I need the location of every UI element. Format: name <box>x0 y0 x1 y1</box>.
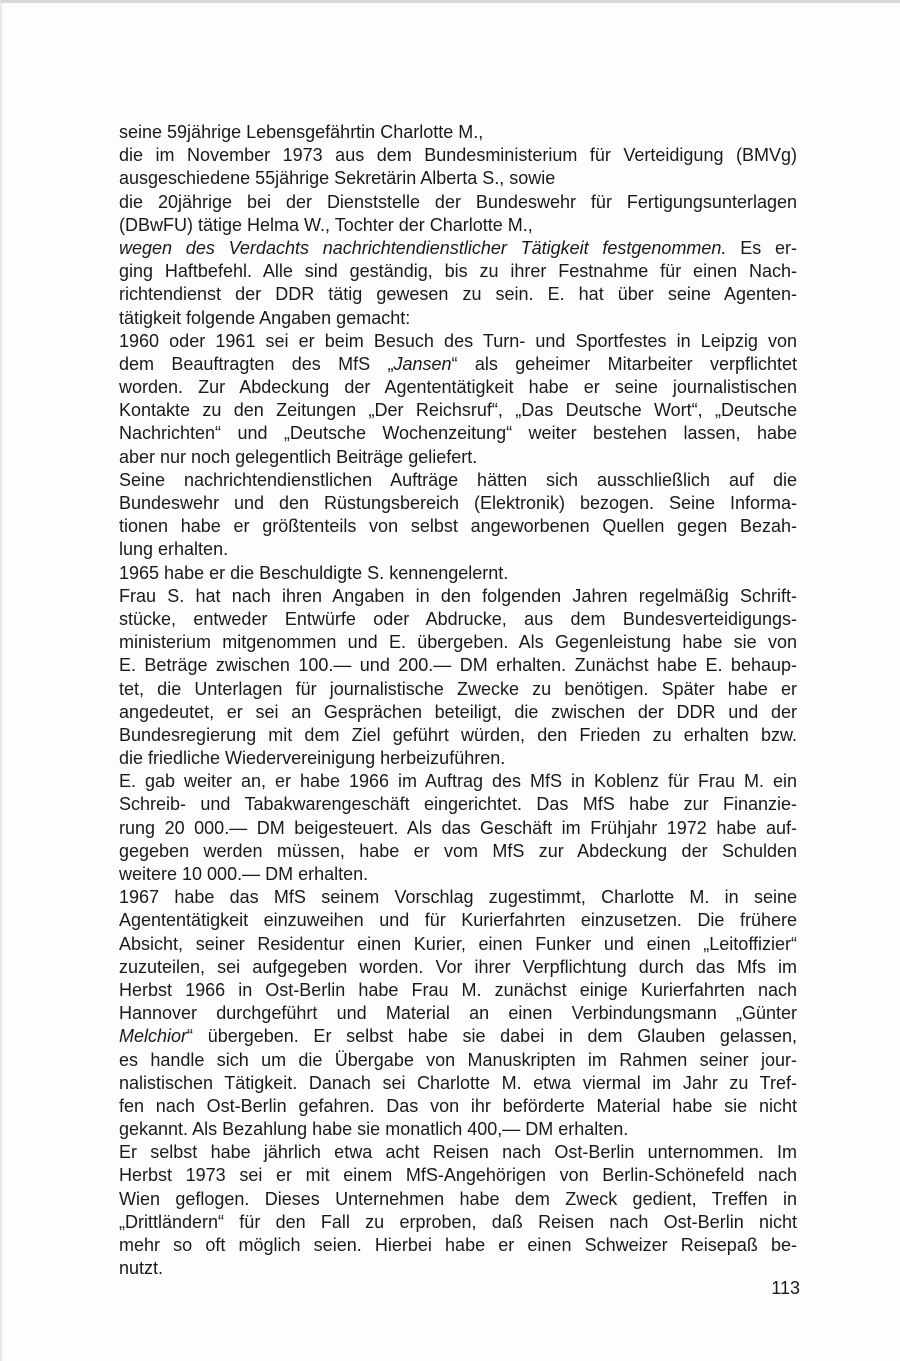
text-line: wegen des Verdachts nachrichtendienstlicher Tätigkeit festgenommen. Es er- <box>119 237 797 258</box>
text-line: mehr so oft möglich seien. Hierbei habe er einen Schweizer Reisepaß be- <box>119 1235 797 1255</box>
text-line: worden. Zur Abdeckung der Agententätigkeit habe er seine journalistischen <box>119 377 797 398</box>
text-line: seine 59jährige Lebensgefährtin Charlotte M., <box>119 122 484 142</box>
text-line: Agententätigkeit einzuweihen und für Kurierfahrten einzusetzen. Die frühere <box>119 910 797 931</box>
text-line: tet, die Unterlagen für journalistische Zwecke zu benötigen. Später habe er <box>119 678 797 699</box>
text-line: die im November 1973 aus dem Bundesministerium für Verteidigung (BMVg) <box>119 145 797 166</box>
text-line: Schreib- und Tabakwarengeschäft eingerichtet. Das MfS habe zur Finanzie- <box>119 794 797 815</box>
text-line: angedeutet, er sei an Gesprächen beteiligt, die zwischen der DDR und der <box>119 701 797 722</box>
text-line: E. Beträge zwischen 100.— und 200.— DM erhalten. Zunächst habe E. behaup- <box>119 655 797 676</box>
text-line: es handle sich um die Übergabe von Manuskripten im Rahmen seiner jour- <box>119 1049 797 1070</box>
text-line: Er selbst habe jährlich etwa acht Reisen nach Ost-Berlin unternommen. Im <box>119 1142 797 1163</box>
text-line: nalistischen Tätigkeit. Danach sei Charlotte M. etwa viermal im Jahr zu Tref- <box>119 1072 797 1093</box>
text-line: Absicht, seiner Residentur einen Kurier, einen Funker und einen „Leitoffizier“ <box>119 933 797 954</box>
text-line: Frau S. hat nach ihren Angaben in den folgenden Jahren regelmäßig Schrift- <box>119 585 797 606</box>
text-line: ausgeschiedene 55jährige Sekretärin Alberta S., sowie <box>119 168 556 189</box>
text-line: 1967 habe das MfS seinem Vorschlag zugestimmt, Charlotte M. in seine <box>119 887 797 908</box>
text-line: gekannt. Als Bezahlung habe sie monatlich 400,— DM erhalten. <box>119 1119 629 1140</box>
text-line: Melchior“ übergeben. Er selbst habe sie dabei in dem Glauben gelassen, <box>119 1026 797 1047</box>
text-line: lung erhalten. <box>119 539 229 560</box>
text-line: zuzuteilen, sei aufgegeben worden. Vor ihrer Verpflichtung durch das Mfs im <box>119 956 797 977</box>
text-line: aber nur noch gelegentlich Beiträge geliefert. <box>119 446 478 467</box>
text-line: Nachrichten“ und „Deutsche Wochenzeitung“ weiter bestehen lassen, habe <box>119 423 797 444</box>
text-line: ministerium mitgenommen und E. übergeben. Als Gegenleistung habe sie von <box>119 632 797 653</box>
text-line: Kontakte zu den Zeitungen „Der Reichsruf“, „Das Deutsche Wort“, „Deutsche <box>119 400 797 421</box>
text-line: Herbst 1973 sei er mit einem MfS-Angehörigen von Berlin-Schönefeld nach <box>119 1165 797 1186</box>
text-line: weitere 10 000.— DM erhalten. <box>119 864 369 884</box>
text-line: 1965 habe er die Beschuldigte S. kennengelernt. <box>119 562 509 583</box>
text-line: gegeben werden müssen, habe er vom MfS zur Abdeckung der Schulden <box>119 840 797 861</box>
text-line: Hannover durchgeführt und Material an einen Verbindungsmann „Günter <box>119 1003 797 1024</box>
text-line: Bundesregierung mit dem Ziel geführt würden, den Frieden zu erhalten bzw. <box>119 724 797 745</box>
page-number: 113 <box>771 1278 800 1298</box>
text-line: „Drittländern“ für den Fall zu erproben, daß Reisen nach Ost-Berlin nicht <box>119 1211 797 1232</box>
text-line: stücke, entweder Entwürfe oder Abdrucke, aus dem Bundesverteidigungs- <box>119 608 797 629</box>
text-line: (DBwFU) tätige Helma W., Tochter der Charlotte M., <box>119 214 533 235</box>
text-line: Seine nachrichtendienstlichen Aufträge hätten sich ausschließlich auf die <box>119 469 797 490</box>
text-line: nutzt. <box>119 1258 164 1279</box>
text-line: dem Beauftragten des MfS „Jansen“ als geheimer Mitarbeiter verpflichtet <box>119 353 797 374</box>
text-line: die friedliche Wiedervereinigung herbeizuführen. <box>119 748 506 769</box>
text-line: rung 20 000.— DM beigesteuert. Als das Geschäft im Frühjahr 1972 habe auf- <box>119 817 797 838</box>
text-line: tätigkeit folgende Angaben gemacht: <box>119 307 411 328</box>
text-line: tionen habe er größtenteils von selbst angeworbenen Quellen gegen Bezah- <box>119 516 797 537</box>
text-line: fen nach Ost-Berlin gefahren. Das von ihr beförderte Material habe sie nicht <box>119 1095 797 1116</box>
text-line: die 20jährige bei der Dienststelle der Bundeswehr für Fertigungsunterlagen <box>119 191 797 212</box>
text-line: richtendienst der DDR tätig gewesen zu sein. E. hat über seine Agenten- <box>119 284 797 305</box>
text-line: Herbst 1966 in Ost-Berlin habe Frau M. zunächst einige Kurierfahrten nach <box>119 979 797 1000</box>
text-line: Wien geflogen. Dieses Unternehmen habe dem Zweck gedient, Treffen in <box>119 1188 797 1209</box>
body-text <box>119 121 797 1280</box>
text-line: Bundeswehr und den Rüstungsbereich (Elektronik) bezogen. Seine Informa- <box>119 493 797 513</box>
text-line: 1960 oder 1961 sei er beim Besuch des Turn- und Sportfestes in Leipzig von <box>119 330 797 351</box>
text-line: ging Haftbefehl. Alle sind geständig, bis zu ihrer Festnahme für einen Nach- <box>119 261 797 282</box>
text-line: E. gab weiter an, er habe 1966 im Auftrag des MfS in Koblenz für Frau M. ein <box>119 771 797 792</box>
